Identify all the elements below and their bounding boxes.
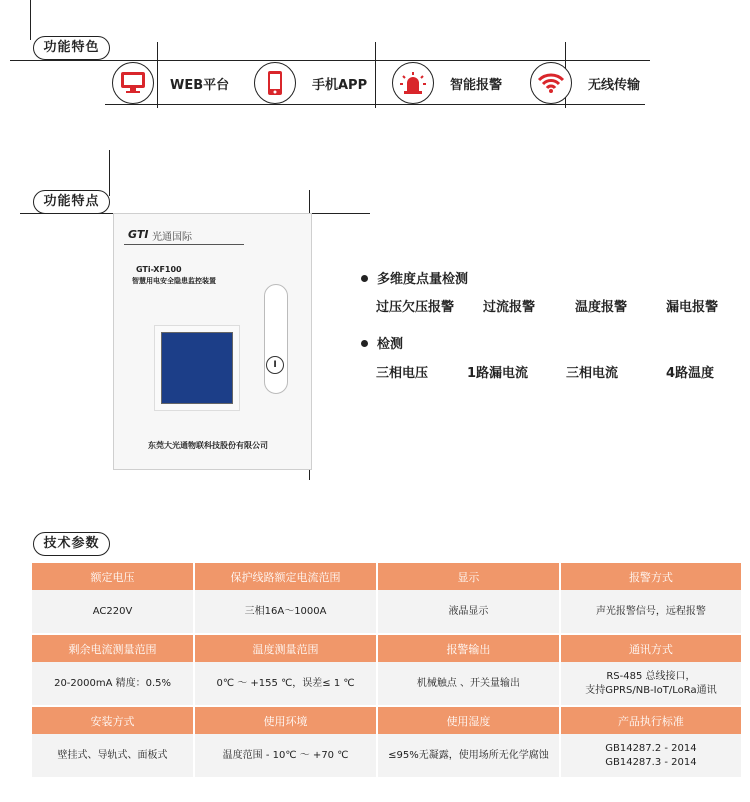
table-header-cell: 温度测量范围 xyxy=(195,635,376,662)
bullet-dot-icon xyxy=(361,340,368,347)
table-row xyxy=(32,590,741,633)
table-cell: 20-2000mA 精度：0.5% xyxy=(32,662,193,705)
table-header-cell: 保护线路额定电流范围 xyxy=(195,563,376,590)
table-cell: AC220V xyxy=(32,590,193,633)
points-item: 过流报警 xyxy=(483,300,536,315)
feature-label: 手机APP xyxy=(312,78,368,93)
table-cell: RS-485 总线接口， 支持GPRS/NB-IoT/LoRa通讯 xyxy=(561,662,741,705)
device-switch-slot xyxy=(264,284,288,394)
points-group1-label: 多维度点量检测 xyxy=(377,272,469,287)
section-title-params: 技术参数 xyxy=(33,532,110,556)
table-cell: ≤95%无凝露，使用场所无化学腐蚀 xyxy=(378,734,559,777)
table-row xyxy=(32,662,741,705)
deco-line xyxy=(10,60,650,61)
feature-label: 智能报警 xyxy=(450,78,503,93)
section-title-points: 功能特点 xyxy=(33,190,110,214)
table-header-cell: 使用环境 xyxy=(195,707,376,734)
feature-label: WEB平台 xyxy=(170,78,230,93)
device-rule xyxy=(124,244,244,245)
table-cell: GB14287.2 - 2014 GB14287.3 - 2014 xyxy=(561,734,741,777)
table-header-row xyxy=(32,635,741,662)
monitor-icon xyxy=(112,62,154,104)
table-header-cell: 使用湿度 xyxy=(378,707,559,734)
points-item: 三相电流 xyxy=(566,366,619,381)
wifi-icon xyxy=(530,62,572,104)
table-header-cell: 产品执行标准 xyxy=(561,707,741,734)
points-item: 温度报警 xyxy=(575,300,628,315)
points-group1-title xyxy=(361,268,468,287)
table-cell: 温度范围 - 10℃ ～ +70 ℃ xyxy=(195,734,376,777)
device-logo: GTI xyxy=(128,228,149,241)
power-switch-icon: I xyxy=(266,356,284,374)
points-item: 过压欠压报警 xyxy=(376,300,455,315)
params-table xyxy=(30,563,743,777)
device-model: GTi-XF100 xyxy=(136,265,182,274)
section-title-features: 功能特色 xyxy=(33,36,110,60)
bullet-dot-icon xyxy=(361,275,368,282)
points-group2-title xyxy=(361,333,403,352)
deco-line xyxy=(109,150,110,196)
table-header-cell: 额定电压 xyxy=(32,563,193,590)
points-item: 1路漏电流 xyxy=(467,366,529,381)
deco-line xyxy=(30,0,31,40)
table-header-cell: 通讯方式 xyxy=(561,635,741,662)
table-header-cell: 剩余电流测量范围 xyxy=(32,635,193,662)
points-item: 漏电报警 xyxy=(666,300,719,315)
table-header-row xyxy=(32,563,741,590)
smartphone-icon xyxy=(254,62,296,104)
table-cell: 0℃ ～ +155 ℃，误差≤ 1 ℃ xyxy=(195,662,376,705)
table-cell: 声光报警信号，远程报警 xyxy=(561,590,741,633)
alarm-siren-icon xyxy=(392,62,434,104)
device-logo-cn: 光通国际 xyxy=(152,232,192,243)
table-cell: 壁挂式、导轨式、面板式 xyxy=(32,734,193,777)
device-screen xyxy=(161,332,233,404)
table-header-cell: 显示 xyxy=(378,563,559,590)
table-header-row xyxy=(32,707,741,734)
points-item: 4路温度 xyxy=(666,366,715,381)
deco-line xyxy=(157,42,158,108)
table-cell: 三相16A～1000A xyxy=(195,590,376,633)
table-row xyxy=(32,734,741,777)
feature-label: 无线传输 xyxy=(588,78,641,93)
table-cell: 机械触点 、开关量输出 xyxy=(378,662,559,705)
device-image xyxy=(113,213,312,470)
points-group2-label: 检测 xyxy=(377,337,404,352)
table-header-cell: 报警方式 xyxy=(561,563,741,590)
device-name: 智慧用电安全隐患监控装置 xyxy=(132,277,216,285)
device-company: 东莞大光通物联科技股份有限公司 xyxy=(148,441,268,450)
table-cell: 液晶显示 xyxy=(378,590,559,633)
points-item: 三相电压 xyxy=(376,366,429,381)
table-header-cell: 报警输出 xyxy=(378,635,559,662)
deco-line xyxy=(375,42,376,108)
table-header-cell: 安装方式 xyxy=(32,707,193,734)
